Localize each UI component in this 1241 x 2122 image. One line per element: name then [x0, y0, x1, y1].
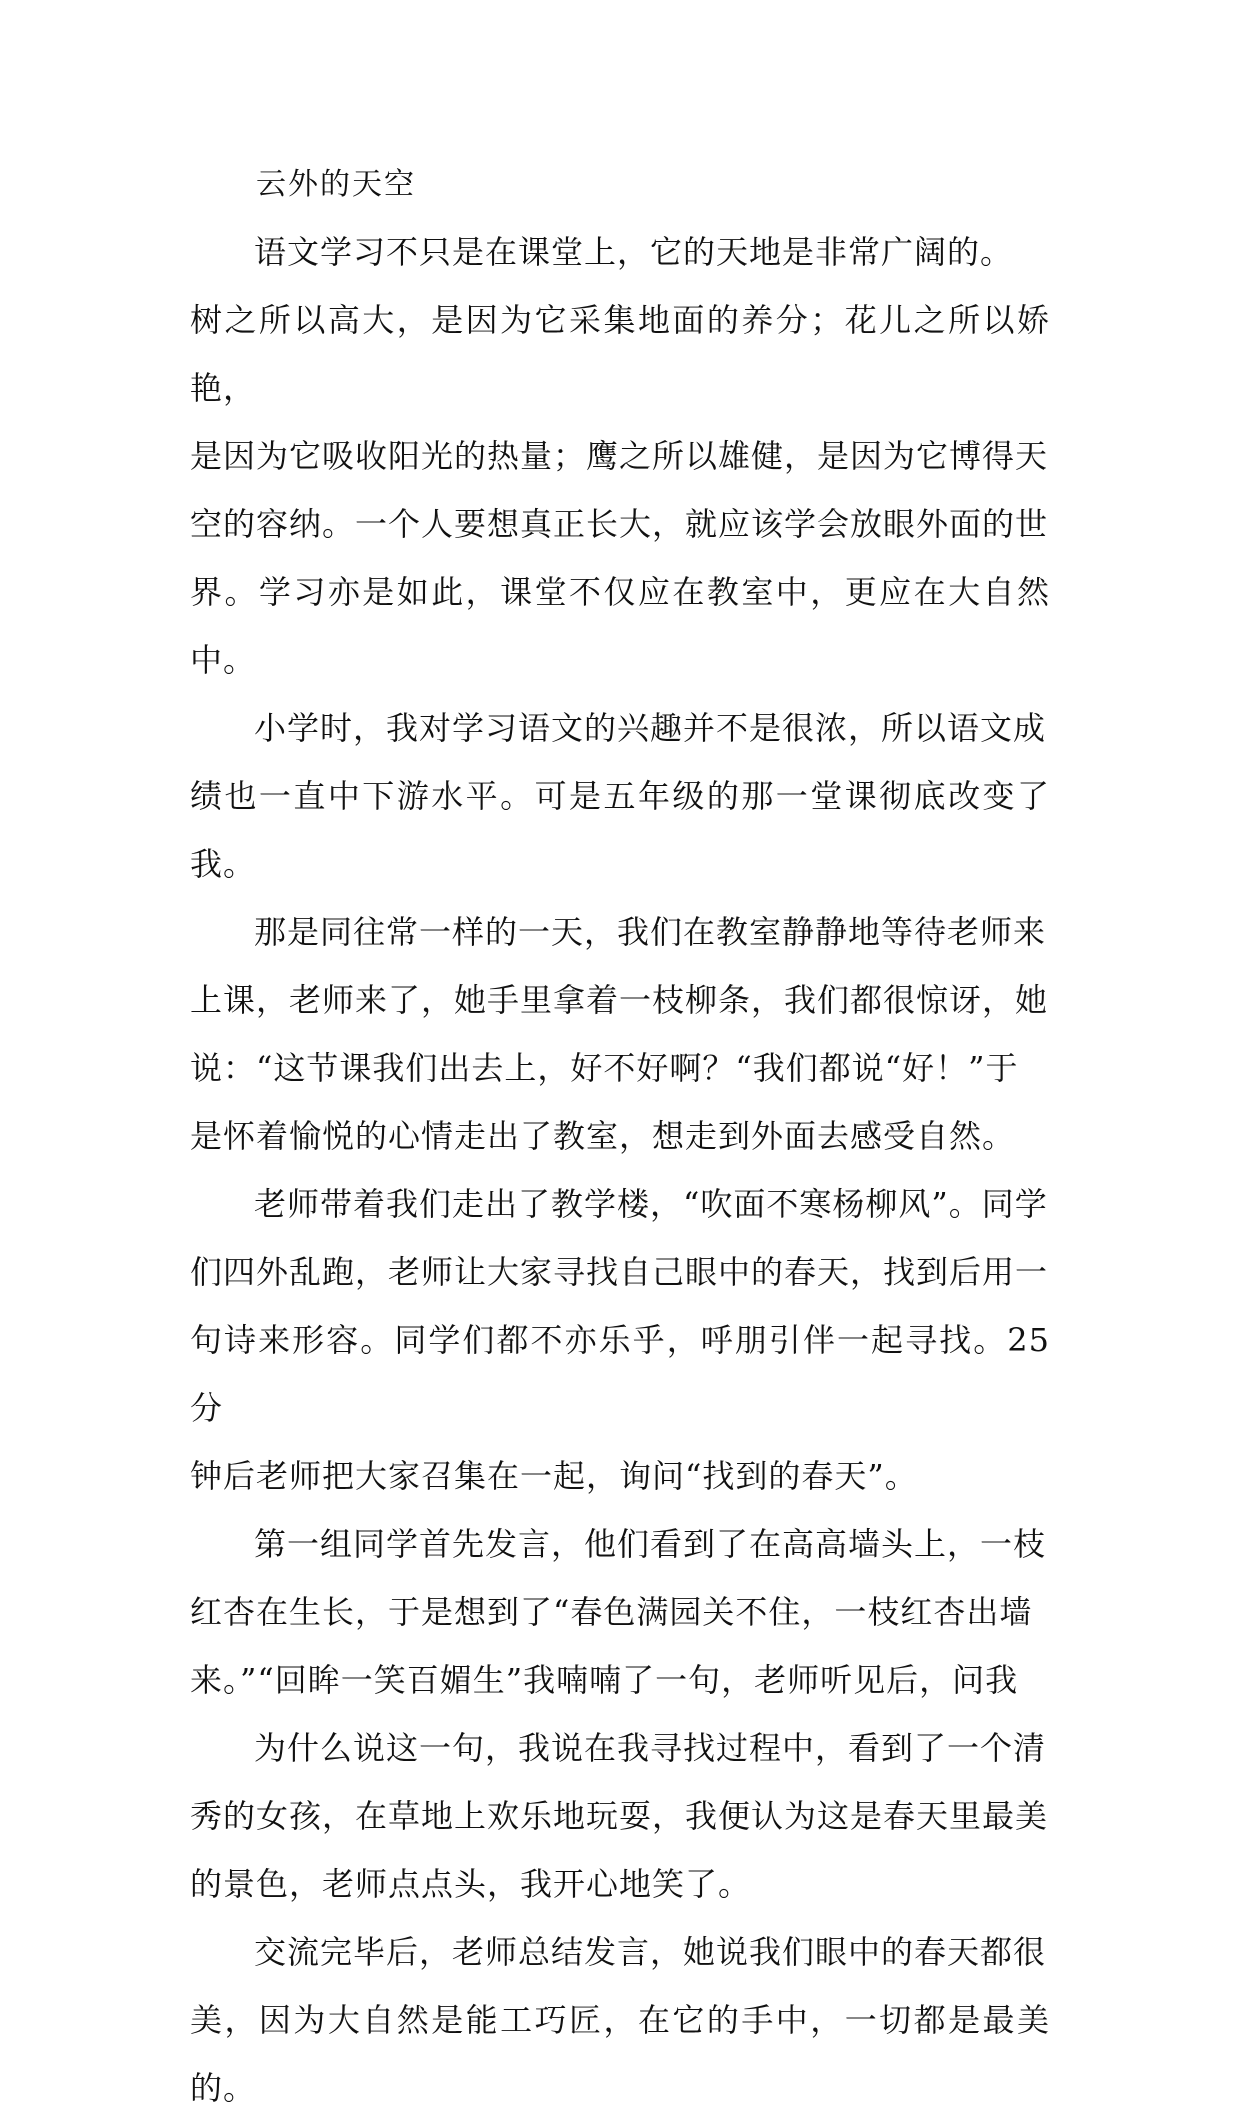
paragraph: 小学时，我对学习语文的兴趣并不是很浓，所以语文成 绩也一直中下游水平。可是五年级的那一堂课彻底改变了我。	[190, 709, 1050, 883]
paragraph: 交流完毕后，老师总结发言，她说我们眼中的春天都很 美，因为大自然是能工巧匠，在它的手中，一切都是最美的。	[190, 1933, 1050, 2107]
paragraph: 那是同往常一样的一天，我们在教室静静地等待老师来 上课，老师来了，她手里拿着一枝柳条，我们都很惊讶，她 说：“这节课我们出去上，好不好啊？“我们都说“好！”于 是怀着愉悦的心情走出了教室，想走到外面去感受自然。	[190, 913, 1049, 1155]
paragraph: 第一组同学首先发言，他们看到了在高高墙头上，一枝 红杏在生长，于是想到了“春色满园关不住，一枝红杏出墙 来。”“回眸一笑百媚生”我喃喃了一句，老师听见后，问我	[190, 1525, 1047, 1699]
document-title: 云外的天空	[256, 167, 416, 202]
paragraph: 为什么说这一句，我说在我寻找过程中，看到了一个清 秀的女孩，在草地上欢乐地玩耍，我便认为这是春天里最美 的景色，老师点点头，我开心地笑了。	[190, 1729, 1049, 1903]
document-body	[190, 152, 1050, 2122]
paragraph: 老师带着我们走出了教学楼，“吹面不寒杨柳风”。同学 们四外乱跑，老师让大家寻找自己眼中的春天，找到后用一 句诗来形容。同学们都不亦乐乎，呼朋引伴一起寻找。25 分 钟后老师把大家召集在一起，询问“找到的春天”。	[190, 1185, 1050, 1495]
paragraph: 语文学习不只是在课堂上，它的天地是非常广阔的。 树之所以高大，是因为它采集地面的养分；花儿之所以娇艳， 是因为它吸收阳光的热量；鹰之所以雄健，是因为它博得天 空的容纳。一个人要想真正长大，就应该学会放眼外面的世 界。学习亦是如此，课堂不仅应在教室中，更应在大自然中。	[190, 233, 1050, 679]
